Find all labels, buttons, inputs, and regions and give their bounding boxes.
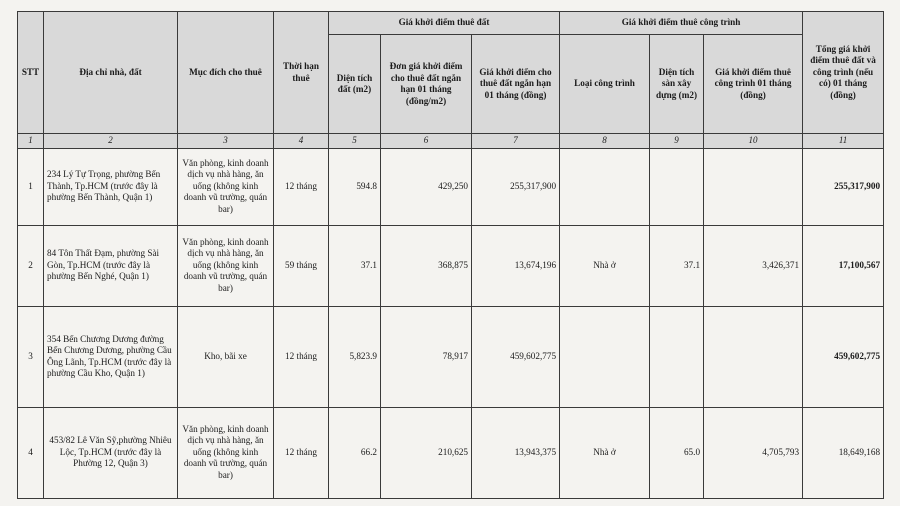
cell-stt: 1 xyxy=(18,148,44,225)
cell-term: 12 tháng xyxy=(274,407,329,498)
cell-land-unit-price: 368,875 xyxy=(381,225,472,306)
cell-stt: 3 xyxy=(18,306,44,407)
cell-floor-area xyxy=(650,306,704,407)
cell-land-area: 5,823.9 xyxy=(329,306,381,407)
column-number: 11 xyxy=(803,134,884,149)
column-number: 7 xyxy=(472,134,560,149)
cell-address: 234 Lý Tự Trọng, phường Bến Thành, Tp.HCM (trước đây là phường Bến Thành, Quận 1) xyxy=(44,148,178,225)
header-stt: STT xyxy=(18,12,44,134)
header-land-unit-price: Đơn giá khởi điểm cho thuê đất ngắn hạn 01 tháng (đồng/m2) xyxy=(381,35,472,134)
header-land-area: Diện tích đất (m2) xyxy=(329,35,381,134)
header-land-group: Giá khởi điểm thuê đất xyxy=(329,12,560,35)
cell-land-price: 13,943,375 xyxy=(472,407,560,498)
header-land-price: Giá khởi điểm cho thuê đất ngắn hạn 01 tháng (đồng) xyxy=(472,35,560,134)
table-row xyxy=(18,225,884,306)
column-number: 5 xyxy=(329,134,381,149)
header-building-group: Giá khởi điểm thuê công trình xyxy=(560,12,803,35)
cell-total: 459,602,775 xyxy=(803,306,884,407)
cell-land-price: 13,674,196 xyxy=(472,225,560,306)
column-number: 6 xyxy=(381,134,472,149)
column-number: 2 xyxy=(44,134,178,149)
header-total: Tổng giá khởi điểm thuê đất và công trình (nếu có) 01 tháng (đồng) xyxy=(803,12,884,134)
cell-building-price: 3,426,371 xyxy=(704,225,803,306)
column-number: 10 xyxy=(704,134,803,149)
cell-stt: 4 xyxy=(18,407,44,498)
column-number: 8 xyxy=(560,134,650,149)
cell-stt: 2 xyxy=(18,225,44,306)
column-number: 9 xyxy=(650,134,704,149)
cell-building-type: Nhà ở xyxy=(560,407,650,498)
cell-purpose: Văn phòng, kinh doanh dịch vụ nhà hàng, ăn uống (không kinh doanh vũ trường, quán bar) xyxy=(178,148,274,225)
cell-building-price xyxy=(704,306,803,407)
cell-floor-area: 37.1 xyxy=(650,225,704,306)
cell-floor-area xyxy=(650,148,704,225)
header-building-type: Loại công trình xyxy=(560,35,650,134)
rental-price-table xyxy=(17,11,884,499)
cell-floor-area: 65.0 xyxy=(650,407,704,498)
cell-land-price: 459,602,775 xyxy=(472,306,560,407)
column-number-row xyxy=(18,134,884,149)
cell-building-type xyxy=(560,306,650,407)
cell-purpose: Văn phòng, kinh doanh dịch vụ nhà hàng, ăn uống (không kinh doanh vũ trường, quán bar) xyxy=(178,225,274,306)
cell-building-price: 4,705,793 xyxy=(704,407,803,498)
table-row xyxy=(18,407,884,498)
column-number: 4 xyxy=(274,134,329,149)
cell-address: 453/82 Lê Văn Sỹ,phường Nhiêu Lộc, Tp.HCM (trước đây là Phường 12, Quận 3) xyxy=(44,407,178,498)
table-row xyxy=(18,148,884,225)
cell-address: 84 Tôn Thất Đạm, phường Sài Gòn, Tp.HCM (trước đây là phường Bến Nghé, Quận 1) xyxy=(44,225,178,306)
cell-land-area: 594.8 xyxy=(329,148,381,225)
cell-building-type xyxy=(560,148,650,225)
header-floor-area: Diện tích sàn xây dựng (m2) xyxy=(650,35,704,134)
cell-total: 255,317,900 xyxy=(803,148,884,225)
header-address: Địa chỉ nhà, đất xyxy=(44,12,178,134)
column-number: 3 xyxy=(178,134,274,149)
cell-purpose: Văn phòng, kinh doanh dịch vụ nhà hàng, ăn uống (không kinh doanh vũ trường, quán bar) xyxy=(178,407,274,498)
cell-building-type: Nhà ở xyxy=(560,225,650,306)
column-number: 1 xyxy=(18,134,44,149)
cell-land-price: 255,317,900 xyxy=(472,148,560,225)
cell-term: 12 tháng xyxy=(274,148,329,225)
cell-land-unit-price: 210,625 xyxy=(381,407,472,498)
cell-land-unit-price: 78,917 xyxy=(381,306,472,407)
cell-building-price xyxy=(704,148,803,225)
cell-land-area: 66.2 xyxy=(329,407,381,498)
cell-land-unit-price: 429,250 xyxy=(381,148,472,225)
header-term: Thời hạn thuê xyxy=(274,12,329,134)
header-building-price: Giá khởi điểm thuê công trình 01 tháng (đồng) xyxy=(704,35,803,134)
cell-term: 12 tháng xyxy=(274,306,329,407)
cell-address: 354 Bến Chương Dương đường Bến Chương Dương, phường Cầu Ông Lãnh, Tp.HCM (trước đây là phường Cầu Kho, Quận 1) xyxy=(44,306,178,407)
header-purpose: Mục đích cho thuê xyxy=(178,12,274,134)
cell-purpose: Kho, bãi xe xyxy=(178,306,274,407)
cell-total: 18,649,168 xyxy=(803,407,884,498)
cell-land-area: 37.1 xyxy=(329,225,381,306)
cell-total: 17,100,567 xyxy=(803,225,884,306)
cell-term: 59 tháng xyxy=(274,225,329,306)
table-row xyxy=(18,306,884,407)
